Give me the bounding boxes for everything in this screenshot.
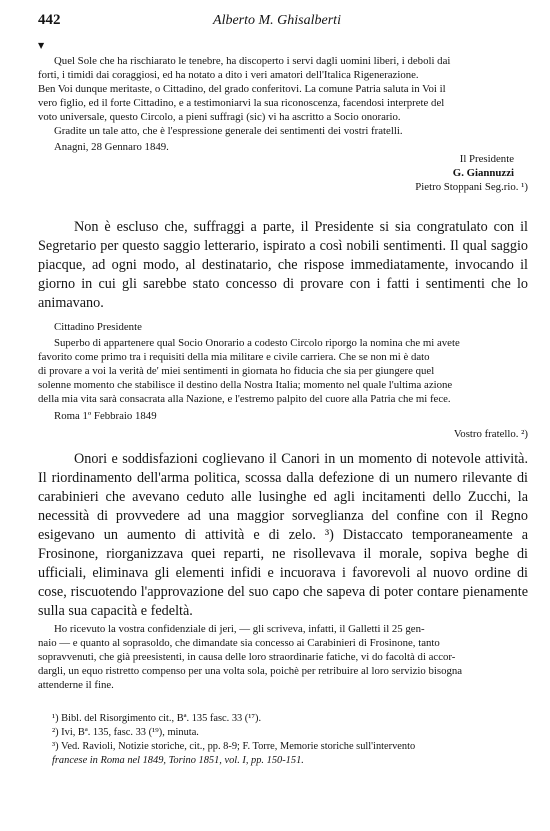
- quote-line: dargli, un equo ristretto compenso per una volta sola, poichè per retribuire al loro servizio bisogna: [38, 665, 463, 677]
- quoted-letter: [38, 622, 528, 692]
- letter-salutation: Cittadino Presidente: [54, 321, 142, 333]
- page-number: 442: [38, 12, 61, 28]
- letter-from-circolo: [38, 54, 528, 194]
- quote-line: Ho ricevuto la vostra confidenziale di jeri, — gli scriveva, infatti, il Galletti il 25 gen-: [54, 623, 425, 635]
- letter-signoff: Vostro fratello. ²): [453, 428, 528, 440]
- footnotes: [52, 712, 528, 768]
- quote-line: sopravvenuti, che già preesistenti, in causa delle loro straordinarie fatiche, vi do facoltà di accor-: [38, 651, 456, 663]
- body-paragraph-2: [38, 450, 528, 621]
- letter-line: Quel Sole che ha rischiarato le tenebre, ha discoperto i servi dagli uomini liberi, i deboli dai: [54, 55, 451, 67]
- body-paragraph-1: [38, 218, 528, 313]
- quote-line: attenderne il fine.: [38, 679, 114, 691]
- signature-title: Il Presidente: [459, 153, 514, 165]
- letter-line: Superbo di appartenere qual Socio Onorario a codesto Circolo riporgo la nomina che mi avete: [54, 337, 460, 349]
- page-header: [38, 12, 516, 50]
- quote-line: naio — e quanto al soprasoldo, che dimandate sia concesso ai Carabinieri di Frosinone, tanto: [38, 637, 440, 649]
- footnote: ³) Ved. Ravioli, Notizie storiche, cit., pp. 8-9; F. Torre, Memorie storiche sull'intervento: [52, 741, 416, 752]
- footnote: ²) Ivi, Bª. 135, fasc. 33 (¹⁹), minuta.: [52, 727, 199, 738]
- letter-line: forti, i timidi dai coraggiosi, ed ha notato a dito i veri amatori dell'Italica Rigenerazione.: [38, 69, 419, 81]
- letter-line: voto universale, questo Circolo, a pieni suffragi (sic) vi ha ascritto a Socio onorario.: [38, 111, 401, 123]
- footnote: ¹) Bibl. del Risorgimento cit., Bª. 135 fasc. 33 (¹⁷).: [52, 713, 262, 724]
- paragraph-text: Non è escluso che, suffraggi a parte, il Presidente si sia congratulato con il Segretario per questo saggio letterario, ispirato a così nobili sentimenti. Il qual saggio piacque, ad ogni modo, al destinatario, che rispose immediatamente, invocando il giorno in cui gli sarebbe stato concesso di provare con i fatti i sentimenti che lo animavano.: [38, 219, 528, 311]
- margin-mark: ▼: [38, 41, 45, 50]
- letter-line: vero figlio, ed il forte Cittadino, e a testimoniarvi la sua riconoscenza, facendosi interprete del: [38, 97, 445, 109]
- letter-line: solenne momento che stabilisce il destino della Nostra Italia; momento nel quale l'ultima azione: [38, 379, 453, 391]
- signature-secretary: Pietro Stoppani Seg.rio. ¹): [415, 181, 528, 193]
- letter-line: favorito come primo tra i requisiti della mia militare e civile carriera. Che se non mi è dato: [38, 351, 430, 363]
- letter-line: della mia vita sarà consacrata alla Nazione, e l'estremo palpito del cuore alla Patria che mi fece.: [38, 393, 451, 405]
- letter-place-date: Anagni, 28 Gennaro 1849.: [54, 141, 169, 153]
- letter-place-date: Roma 1º Febbraio 1849: [54, 410, 157, 422]
- letter-line: Ben Voi dunque meritaste, o Cittadino, del grado conferitovi. La comune Patria saluta in Voi il: [38, 83, 446, 95]
- paragraph-text: Onori e soddisfazioni coglievano il Canori in un momento di notevole attività. Il riordinamento dell'arma politica, scossa dalla defezione di un numero rilevante di carabinieri che avevano ceduto alle lusinghe ed agli incitamenti dello Zucchi, la necessità di provvedere ad una maggior sorveglianza del confine con il Regno esigevano un aumento di attività e di zelo. ³) Distaccato temporaneamente a Frosinone, riorganizzava quei reparti, ne risollevava il morale, sopiva beghe di ufficiali, eliminava gli elementi infidi e incuorava i favorevoli al nuovo ordine di cose, riscuotendo l'approvazione del suo capo che sapeva di poter contare pienamente sulla sua capacità e fedeltà.: [38, 451, 528, 619]
- running-head: Alberto M. Ghisalberti: [213, 13, 341, 28]
- footnote-continuation: francese in Roma nel 1849, Torino 1851, vol. I, pp. 150-151.: [52, 755, 304, 766]
- signature-name: G. Giannuzzi: [452, 167, 514, 179]
- letter-reply: [38, 320, 528, 441]
- letter-line: Gradite un tale atto, che è l'espressione generale dei sentimenti dei vostri fratelli.: [54, 125, 403, 137]
- letter-line: di provare a voi la verità de' miei sentimenti in giornata ho fiducia che sia per giungere quel: [38, 365, 435, 377]
